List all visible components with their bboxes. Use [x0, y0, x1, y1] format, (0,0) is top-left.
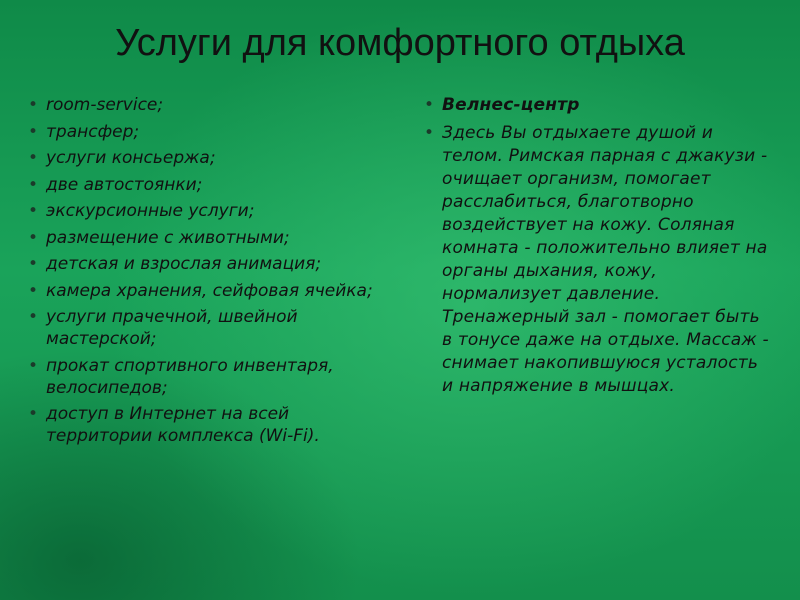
bullet-icon: •: [28, 95, 39, 115]
wellness-description: Здесь Вы отдыхаете душой и телом. Римская парная с джакузи - очищает организм, помогает расслабиться, благотворно воздействует на кожу. Соляная комната - положительно влияет на органы дыхания, кожу, нормализует давление. Тренажерный зал - помогает быть в тонусе даже на отдыхе. Массаж - снимает накопившуюся усталость и напряжение в мышцах.: [442, 123, 769, 396]
bullet-icon: •: [28, 307, 39, 327]
list-item: • услуги консьержа;: [28, 148, 216, 168]
list-item: • доступ в Интернет на всей территории комплекса (Wi-Fi).: [28, 404, 320, 446]
bullet-icon: •: [28, 148, 39, 168]
bullet-icon: •: [28, 254, 39, 274]
list-item: • трансфер;: [28, 121, 140, 142]
wellness-section: [420, 94, 770, 403]
wellness-heading: Велнес-центр: [442, 95, 580, 115]
bullet-icon: •: [28, 121, 39, 142]
services-list: [24, 94, 394, 452]
bullet-icon: •: [28, 355, 39, 376]
bullet-icon: •: [28, 201, 39, 221]
bullet-icon: •: [28, 227, 39, 248]
list-item: • прокат спортивного инвентаря, велосипедов;: [28, 355, 334, 398]
list-item: • экскурсионные услуги;: [28, 201, 255, 221]
slide-title: Услуги для комфортного отдыха: [115, 22, 685, 64]
bullet-icon: •: [28, 174, 39, 195]
list-item: • room-service;: [28, 95, 164, 115]
bullet-icon: •: [28, 280, 39, 301]
bullet-icon: •: [424, 123, 435, 143]
wellness-heading-item: [420, 94, 770, 117]
list-item: • размещение с животными;: [28, 227, 290, 248]
wellness-description-item: [420, 122, 770, 398]
bullet-icon: •: [424, 95, 435, 115]
list-item: • камера хранения, сейфовая ячейка;: [28, 280, 373, 301]
list-item: • детская и взрослая анимация;: [28, 254, 322, 274]
bullet-icon: •: [28, 404, 39, 424]
list-item: • услуги прачечной, швейной мастерской;: [28, 307, 298, 349]
list-item: • две автостоянки;: [28, 174, 203, 195]
